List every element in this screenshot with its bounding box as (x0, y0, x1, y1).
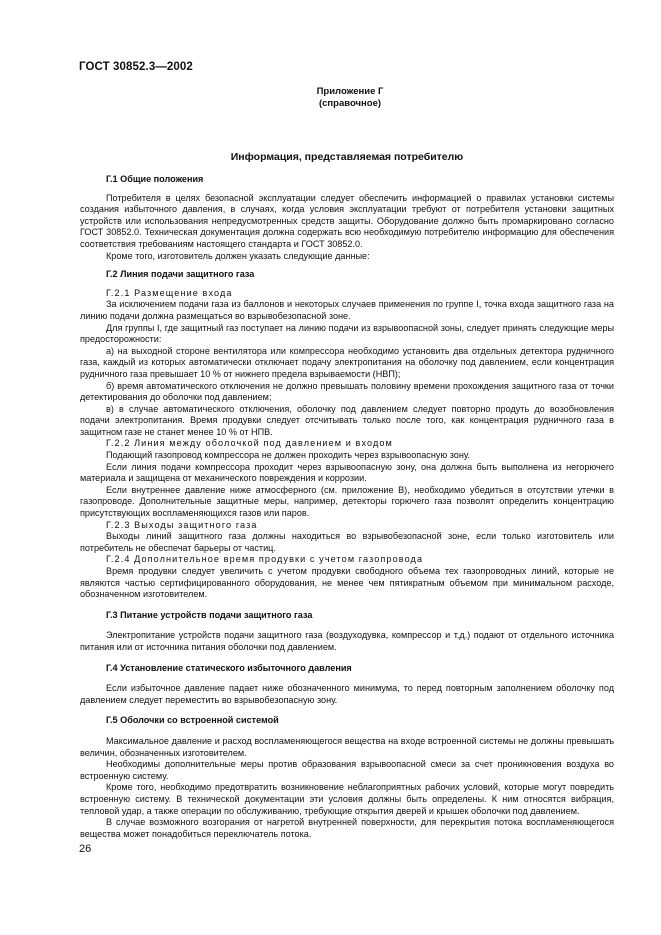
page-number: 26 (79, 843, 92, 855)
document-title: Информация, представляемая потребителю (230, 151, 464, 163)
paragraph: Потребителя в целях безопасной эксплуатации следует обеспечить информацией о правилах установки системы создания избыточного давления, в случаях, когда условия эксплуатации требуют от потребителя установки защитных устройств или использования непредусмотренных средств защиты. Оборудование должно быть промаркировано согласно ГОСТ 30852.0. Техническая документация должна содержать всю необходимую потребителю информацию для обеспечения соответствия требованиям настоящего стандарта и ГОСТ 30852.0. (80, 192, 614, 249)
subsection-heading: Г.2.2 Линия между оболочкой под давлением и входом (106, 438, 393, 449)
paragraph: Необходимы дополнительные меры против образования взрывоопасной смеси за счет проникновения воздуха во встроенную систему. (80, 759, 614, 781)
appendix-title: Приложение Г (316, 86, 384, 97)
paragraph: За исключением подачи газа из баллонов и некоторых случаев применения по группе I, точка входа защитного газа на линию подачи должна размещаться во взрывобезопасной зоне. (80, 299, 614, 321)
appendix-type: (справочное) (318, 98, 382, 109)
list-item: а) на выходной стороне вентилятора или компрессора необходимо установить два отдельных детектора рудничного газа, каждый из которых автоматически отключает подачу электропитания на оболочку под давлением, если концентрация рудничного газа превышает 10 % от нижнего предела взрываемости (НВП); (80, 345, 614, 379)
subsection-heading: Г.2.4 Дополнительное время продувки с учетом газопровода (106, 554, 424, 565)
paragraph: Для группы I, где защитный газ поступает на линию подачи из взрывоопасной зоны, следует принять следующие меры предосторожности: (80, 322, 614, 345)
section-heading: Г.2 Линия подачи защитного газа (106, 269, 255, 280)
paragraph: Кроме того, изготовитель должен указать следующие данные: (106, 250, 370, 261)
paragraph: В случае возможного возгорания от нагретой внутренней поверхности, для перекрытия потока воспламеняющегося вещества может понадобиться переключатель потока. (80, 817, 614, 839)
section-heading: Г.3 Питание устройств подачи защитного газа (106, 609, 313, 620)
paragraph: Время продувки следует увеличить с учетом продувки свободного объема тех газопроводных линий, которые не являются частью сертифицированного оборудования, не менее чем пятикратным объемом при минимальном расходе, обозначенном изготовителем. (80, 566, 614, 600)
paragraph: Если линия подачи компрессора проходит через взрывоопасную зону, она должна быть выполнена из негорючего материала и защищена от механического повреждения и коррозии. (80, 461, 614, 484)
paragraph: Если избыточное давление падает ниже обозначенного минимума, то перед повторным заполнением оболочку под давлением следует переместить во взрывобезопасную зону. (80, 683, 614, 705)
list-item: в) в случае автоматического отключения, оболочку под давлением следует повторно продуть до возобновления подачи электропитания. Время продувки следует отсчитывать только после того, как концентрация рудничного газа в защитном газе не станет менее 10 % от НПВ. (80, 403, 614, 437)
paragraph: Если внутреннее давление ниже атмосферного (см. приложение В), необходимо убедиться в отсутствии утечки в газопроводе. Дополнительные защитные меры, например, детекторы горючего газа позволят определить концентрацию присутствующих воспламеняющихся газов или паров. (80, 484, 614, 519)
paragraph: Максимальное давление и расход воспламеняющегося вещества на входе встроенной системы не должны превышать величин, обозначенных изготовителем. (80, 735, 614, 758)
subsection-heading: Г.2.1 Размещение входа (106, 287, 233, 298)
paragraph: Электропитание устройств подачи защитного газа (воздуходувка, компрессор и т.д.) подают от отдельного источника питания или от источника питания оболочки под давлением. (80, 630, 614, 652)
appendix-label (0, 86, 661, 110)
section-heading: Г.1 Общие положения (106, 174, 204, 184)
standard-code: ГОСТ 30852.3—2002 (79, 61, 193, 73)
subsection-heading: Г.2.3 Выходы защитного газа (106, 519, 258, 530)
paragraph: Выходы линий защитного газа должны находиться во взрывобезопасной зоне, если только изготовитель или потребитель не обеспечат барьеры от частиц. (80, 531, 614, 553)
section-heading: Г.4 Установление статического избыточного давления (106, 662, 352, 673)
paragraph: Кроме того, необходимо предотвратить возникновение неблагоприятных рабочих условий, которые могут повредить встроенную систему. В технической документации эти условия должны быть определены. К ним относятся вибрация, тепловой удар, а также операции по обслуживанию, требующие открытия дверей и крышек оболочки под давлением. (80, 782, 614, 816)
paragraph: Подающий газопровод компрессора не должен проходить через взрывоопасную зону. (106, 450, 471, 461)
section-heading: Г.5 Оболочки со встроенной системой (106, 715, 279, 726)
document-body (80, 174, 614, 840)
list-item: б) время автоматического отключения не должно превышать половину времени прохождения защитного газа от точки детектирования до оболочки под давлением; (80, 380, 614, 403)
